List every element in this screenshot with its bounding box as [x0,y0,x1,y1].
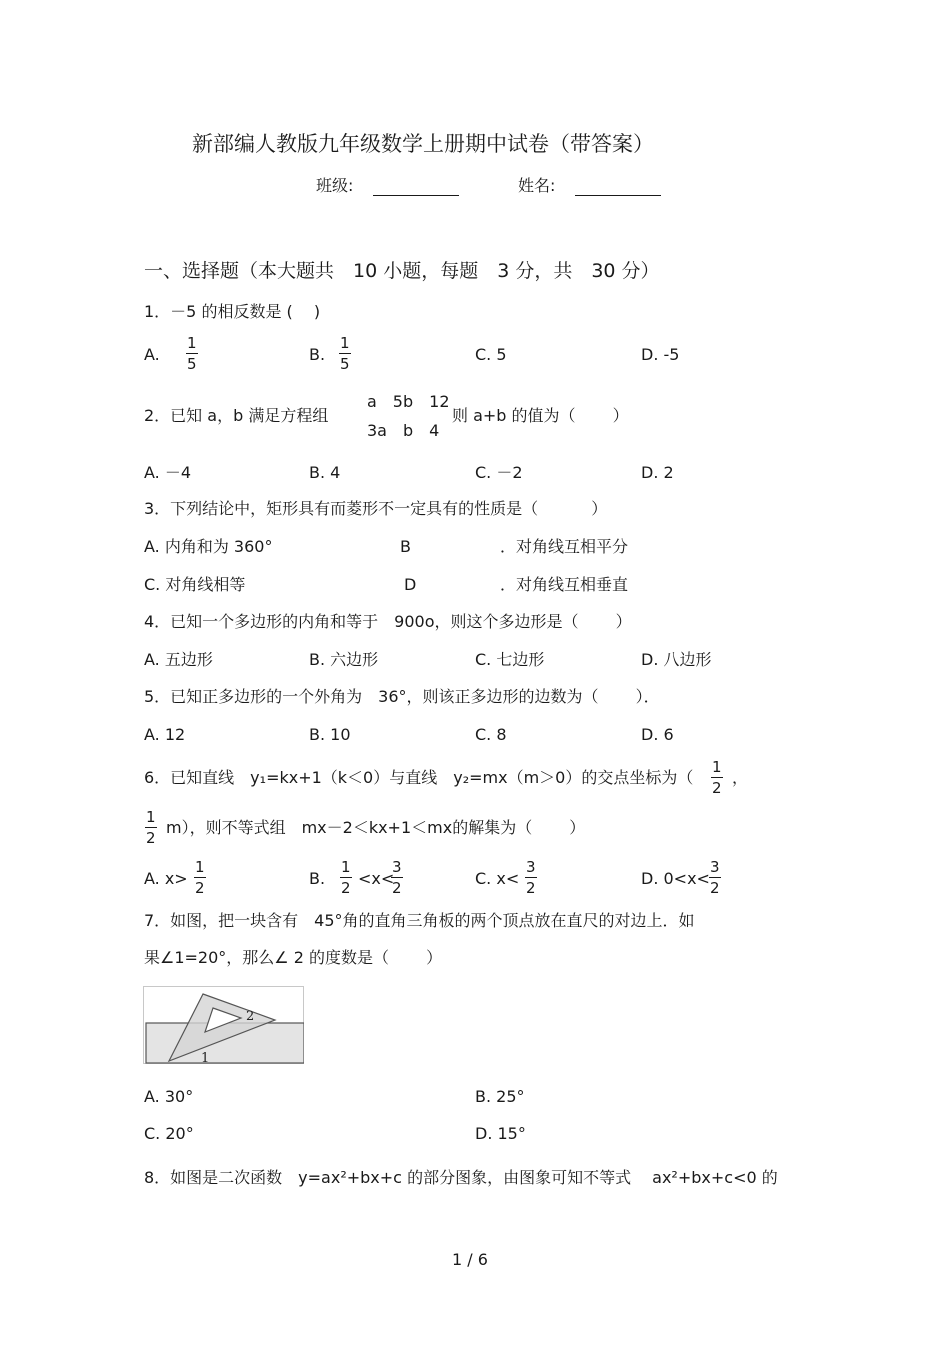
q7-option-c: C. 20° [144,1124,194,1143]
q2-system-row2: 3a b 4 [367,421,440,440]
q3-option-d-letter: D [404,575,417,594]
q1-option-b: B. [309,345,326,364]
question-5-stem: 5．已知正多边形的一个外角为 36°，则该正多边形的边数为（ ）． [144,687,660,706]
q2-option-a: A. －4 [144,463,192,482]
q4-option-d: D. 八边形 [641,650,712,669]
name-blank [575,195,661,196]
q3-option-b-letter: B [400,537,411,556]
q3-option-b-text: ．对角线互相平分 [500,537,629,556]
question-4-stem: 4．已知一个多边形的内角和等于 900o，则这个多边形是（ ） [144,612,632,631]
q6-c-fraction: $\frac{3}{2}$ [526,858,536,897]
q6-b-fraction-2: $\frac{3}{2}$ [392,858,402,897]
q2-system-row1: a 5b 12 [367,392,450,411]
question-1-stem: 1．－5 的相反数是 ( ) [144,302,321,321]
q7-option-a: A. 30° [144,1087,194,1106]
q6-option-b-label: B. [309,869,326,888]
q6-option-a: A. x> [144,869,188,888]
question-7-stem-line1: 7．如图，把一块含有 45°角的直角三角板的两个顶点放在直尺的对边上．如 [144,911,695,930]
question-6-stem-line1: 6．已知直线 y₁=kx+1（k＜0）与直线 y₂=mx（m＞0）的交点坐标为（ [144,768,694,787]
page-title: 新部编人教版九年级数学上册期中试卷（带答案） [192,132,654,156]
question-6-stem-line2: m），则不等式组 mx－2＜kx+1＜mx的解集为（ ） [166,818,586,837]
angle-1-label: 1 [201,1051,210,1064]
q6-option-b-ineq: <x< [358,869,395,888]
q6-d-fraction: $\frac{3}{2}$ [710,858,720,897]
q1-option-c: C. 5 [475,345,507,364]
q3-option-c: C. 对角线相等 [144,575,246,594]
q5-option-c: C. 8 [475,725,507,744]
q2-option-d: D. 2 [641,463,674,482]
question-3-stem: 3．下列结论中，矩形具有而菱形不一定具有的性质是（ ） [144,499,608,518]
q1-option-a: A. [144,345,160,364]
angle-2-label: 2 [246,1009,255,1024]
q6-b-fraction-1: $\frac{1}{2}$ [341,858,351,897]
q6-a-fraction: $\frac{1}{2}$ [195,858,205,897]
section-heading: 一、选择题（本大题共 10 小题，每题 3 分，共 30 分） [144,260,660,282]
q3-option-a: A. 内角和为 360° [144,537,273,556]
q7-option-b: B. 25° [475,1087,525,1106]
class-label: 班级: [316,176,354,195]
q1-a-fraction: $\frac{1}{5}$ [187,334,197,373]
name-label: 姓名: [518,176,556,195]
q7-option-d: D. 15° [475,1124,526,1143]
class-blank [373,195,459,196]
q1-b-fraction: $\frac{1}{5}$ [340,334,350,373]
q6-stem-comma: ， [732,768,749,787]
page-number: 1 / 6 [452,1250,488,1269]
q5-option-d: D. 6 [641,725,674,744]
q3-option-d-text: ．对角线互相垂直 [500,575,629,594]
q2-option-c: C. －2 [475,463,523,482]
q5-option-a: A. 12 [144,725,186,744]
q6-option-c: C. x< [475,869,520,888]
question-2-stem: 2．已知 a，b 满足方程组 [144,406,329,425]
q4-option-b: B. 六边形 [309,650,379,669]
q4-option-c: C. 七边形 [475,650,545,669]
question-8-stem: 8．如图是二次函数 y=ax²+bx+c 的部分图象，由图象可知不等式 ax²+bx+c<0 的 [144,1168,778,1187]
q6-half-fraction-1: $\frac{1}{2}$ [712,758,722,797]
q2-option-b: B. 4 [309,463,341,482]
q6-half-fraction-2: $\frac{1}{2}$ [146,808,156,847]
q4-option-a: A. 五边形 [144,650,213,669]
q5-option-b: B. 10 [309,725,351,744]
question-7-stem-line2: 果∠1=20°，那么∠ 2 的度数是（ ） [144,948,443,967]
ruler-triangle-figure [143,986,304,1064]
q1-option-d: D. -5 [641,345,680,364]
q2-stem-end: 则 a+b 的值为（ ） [452,406,629,425]
q6-option-d: D. 0<x< [641,869,710,888]
